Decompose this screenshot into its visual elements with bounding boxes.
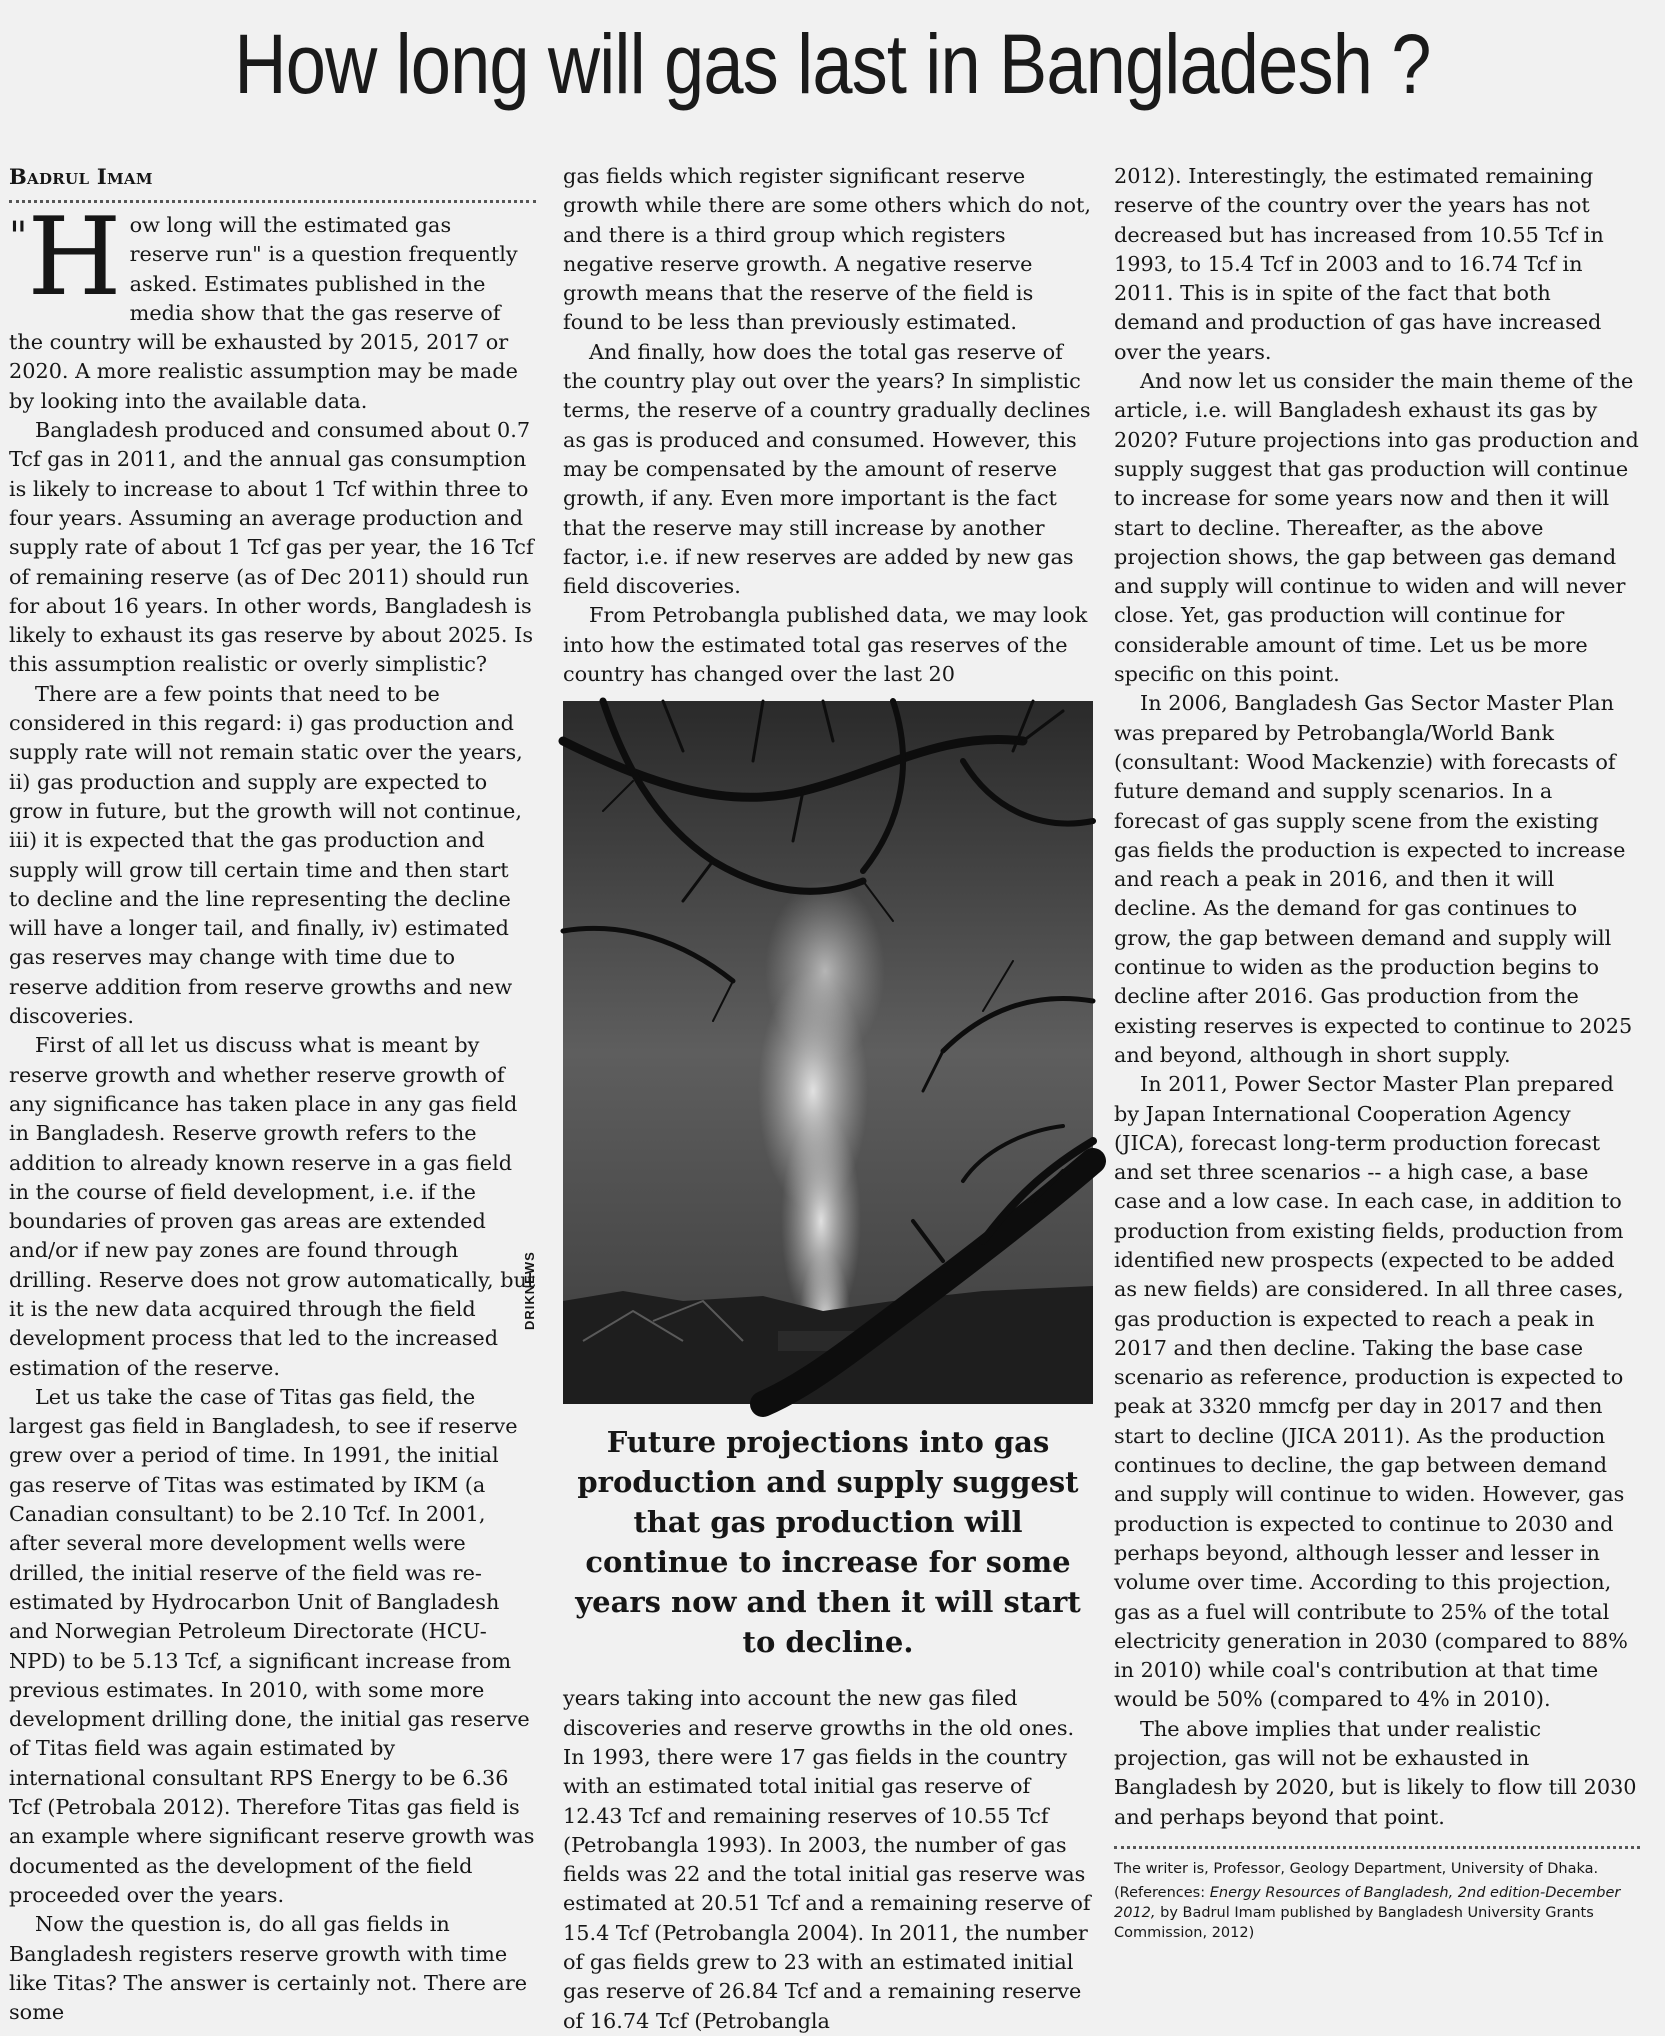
paragraph: years taking into account the new gas filed discoveries and reserve growths in the old ones. In 1993, there were 17 gas fields in the country with an estimated total initial gas reserve of 12.43 Tcf and remaining reserves of 10.55 Tcf (Petrobangla 1993). In 2003, the number of gas fields was 22 and the total initial gas reserve was estimated at 20.51 Tcf and a remaining reserve of 15.4 Tcf (Petrobangla 2004). In 2011, the number of gas fields grew to 23 with an estimated initial gas reserve of 26.84 Tcf and a remaining reserve of 16.74 Tcf (Petrobangla [563, 1686, 1091, 2033]
paragraph: gas fields which register significant reserve growth while there are some others which do not, and there is a third group which registers negative reserve growth. A negative reserve growth means that the reserve of the field is found to be less than previously estimated. [563, 164, 1091, 335]
paragraph: In 2011, Power Sector Master Plan prepared by Japan International Cooperation Agency (JICA), forecast long-term production forecast and set three scenarios -- a high case, a base case and a low case. In each case, in addition to production from existing fields, production from identified new prospects (expected to be added as new fields) are considered. In all three cases, gas production is expected to reach a peak in 2017 and then decline. Taking the base case scenario as reference, production is expected to peak at 3320 mmcfg per day in 2017 and then start to decline (JICA 2011). As the production continues to decline, the gap between demand and supply will continue to widen. However, gas production is expected to continue to 2030 and perhaps beyond, although lesser and lesser in volume over time. According to this projection, gas as a fuel will contribute to 25% of the total electricity generation in 2030 (compared to 88% in 2010) while coal's contribution at that time would be 50% (compared to 4% in 2010). [1114, 1072, 1628, 1712]
paragraph: 2012). Interestingly, the estimated remaining reserve of the country over the years has not decreased but has increased from 10.55 Tcf in 1993, to 15.4 Tcf in 2003 and to 16.74 Tcf in 2011. This is in spite of the fact that both demand and production of gas have increased over the years. [1114, 164, 1604, 364]
column-2 [563, 162, 1093, 2033]
paragraph: And finally, how does the total gas reserve of the country play out over the years? In simplistic terms, the reserve of a country gradually declines as gas is produced and consumed. However, this may be compensated by the amount of reserve growth, if any. Even more important is the fact that the reserve may still increase by another factor, i.e. if new reserves are added by new gas field discoveries. [563, 339, 1091, 599]
headline: How long will gas last in Bangladesh ? [234, 17, 1431, 111]
byline: Badrul Imam [9, 164, 153, 189]
references-note: (References: Energy Resources of Bangladesh, 2nd edition-December 2012, by Badrul Imam published by Bangladesh University Grants Commission, 2012) [1114, 1884, 1621, 1941]
paragraph: Let us take the case of Titas gas field, the largest gas field in Bangladesh, to see if reserve grew over a period of time. In 1991, the initial gas reserve of Titas was estimated by IKM (a Canadian consultant) to be 2.10 Tcf. In 2001, after several more development wells were drilled, the initial reserve of the field was re-estimated by Hydrocarbon Unit of Bangladesh and Norwegian Petroleum Directorate (HCU-NPD) to be 5.13 Tcf, a significant increase from previous estimates. In 2010, with some more development drilling done, the initial gas reserve of Titas field was again estimated by international consultant RPS Energy to be 6.36 Tcf (Petrobala 2012). Therefore Titas gas field is an example where significant reserve growth was documented as the development of the field proceeded over the years. [9, 1384, 535, 1907]
gas-flare-photo [563, 701, 1093, 1404]
drop-cap: "H [9, 195, 122, 320]
paragraph: In 2006, Bangladesh Gas Sector Master Plan was prepared by Petrobangla/World Bank (consultant: Wood Mackenzie) with forecasts of future demand and supply scenarios. In a forecast of gas supply scene from the existing gas fields the production is expected to increase and reach a peak in 2016, and then it will decline. As the demand for gas continues to grow, the gap between demand and supply will continue to widen as the production begins to decline after 2016. Gas production from the existing reserves is expected to continue to 2025 and beyond, although in short supply. [1114, 691, 1633, 1067]
paragraph: First of all let us discuss what is meant by reserve growth and whether reserve growth of any significance has taken place in any gas field in Bangladesh. Reserve growth refers to the addition to already known reserve in a gas field in the course of field development, i.e. if the boundaries of proven gas areas are extended and/or if new pay zones are found through drilling. Reserve does not grow automatically, but it is the new data acquired through the field development process that led to the increased estimation of the reserve. [9, 1033, 536, 1380]
paragraph: And now let us consider the main theme of the article, i.e. will Bangladesh exhaust its gas by 2020? Future projections into gas production and supply suggest that gas production will continue to increase for some years now and then it will start to decline. Thereafter, as the above projection shows, the gap between gas demand and supply will continue to widen and will never close. Yet, gas production will continue for considerable amount of time. Let us be more specific on this point. [1114, 369, 1639, 687]
paragraph: Now the question is, do all gas fields in Bangladesh registers reserve growth with time like Titas? The answer is certainly not. There are some [9, 1912, 528, 2025]
footnote [1114, 1859, 1640, 1943]
writer-note: The writer is, Professor, Geology Department, University of Dhaka. [1114, 1860, 1599, 1877]
pull-quote: Future projections into gas production and supply suggest that gas production will continue to increase for some years now and then it will start to decline. [575, 1425, 1081, 1660]
paragraph: The above implies that under realistic projection, gas will not be exhausted in Bangladesh by 2020, but is likely to flow till 2030 and perhaps beyond that point. [1114, 1716, 1637, 1829]
paragraph: Bangladesh produced and consumed about 0.7 Tcf gas in 2011, and the annual gas consumption is likely to increase to about 1 Tcf within three to four years. Assuming an average production and supply rate of about 1 Tcf gas per year, the 16 Tcf of remaining reserve (as of Dec 2011) should run for about 16 years. In other words, Bangladesh is likely to exhaust its gas reserve by about 2025. Is this assumption realistic or overly simplistic? [9, 418, 534, 677]
column-1 [9, 162, 536, 2025]
paragraph: There are a few points that need to be considered in this regard: i) gas production and supply rate will not remain static over the years, ii) gas production and supply are expected to grow in future, but the growth will not continue, iii) it is expected that the gas production and supply will grow till certain time and then start to decline and the line representing the decline will have a longer tail, and finally, iv) estimated gas reserves may change with time due to reserve addition from reserve growths and new discoveries. [9, 681, 523, 1029]
dotted-divider [1114, 1846, 1640, 1849]
column-3 [1114, 162, 1640, 2007]
paragraph: From Petrobangla published data, we may look into how the estimated total gas reserves of the country has changed over the last 20 [563, 603, 1088, 687]
lead-paragraph: "H ow long will the estimated gas reserve run" is a question frequently asked. Estimates published in the media show that the gas reserve of the country will be exhausted by 2015, 2017 or 2020. A more realistic assumption may be made by looking into the available data. [9, 195, 518, 413]
